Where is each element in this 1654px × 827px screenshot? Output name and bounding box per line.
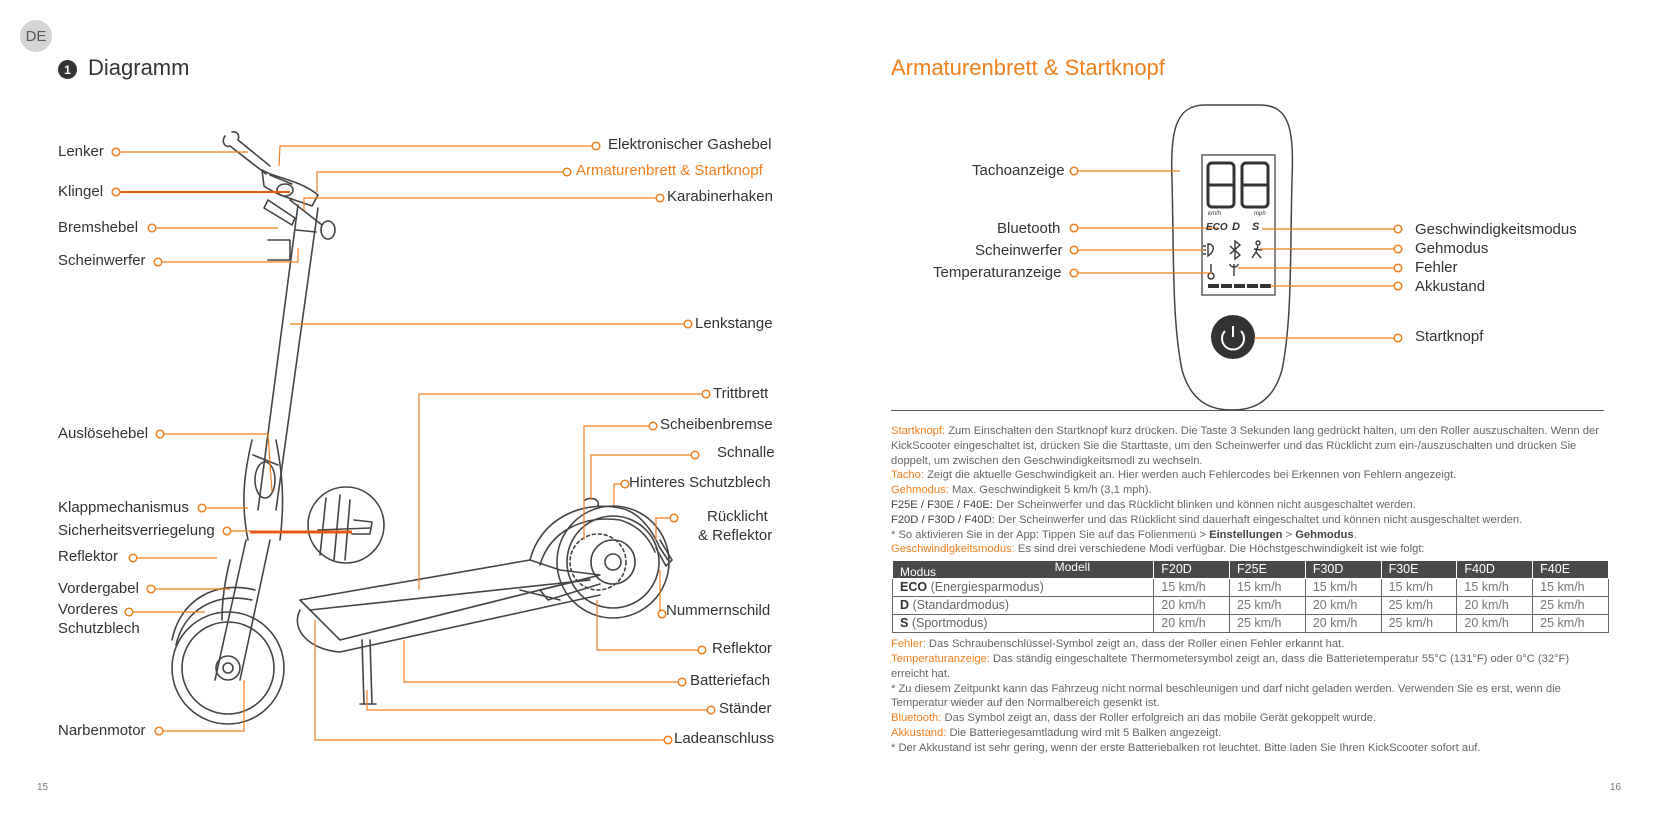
value-cell: 25 km/h xyxy=(1533,615,1609,633)
diagram-leader-lines xyxy=(116,146,709,740)
table-header-model: F30D xyxy=(1305,561,1381,579)
value-cell: 15 km/h xyxy=(1457,579,1533,597)
label-sicherheitsverriegelung: Sicherheitsverriegelung xyxy=(58,522,215,539)
label-temperaturanzeige: Temperaturanzeige xyxy=(933,264,1062,281)
label-geschwindigkeitsmodus: Geschwindigkeitsmodus xyxy=(1415,221,1577,238)
divider xyxy=(891,410,1604,411)
mode-eco: ECO xyxy=(1206,222,1228,233)
table-header-model: F30E xyxy=(1381,561,1457,579)
diagram-title: Diagramm xyxy=(88,55,190,80)
label-reflektor-front: Reflektor xyxy=(58,548,119,565)
label-batteriefach: Batteriefach xyxy=(690,672,771,689)
value-cell: 15 km/h xyxy=(1230,579,1306,597)
label-klappmechanismus: Klappmechanismus xyxy=(58,499,189,516)
label-nummernschild: Nummernschild xyxy=(666,602,771,619)
label-ruecklicht-line1: Rücklicht xyxy=(707,508,768,525)
label-lenker: Lenker xyxy=(58,143,104,160)
para-akkustand-note: * Der Akkustand ist sehr gering, wenn der erste Batteriebalken rot leuchtet. Bitte laden Sie Ihren KickScooter sofort auf. xyxy=(891,741,1481,754)
para-geschwindigkeitsmodus: Geschwindigkeitsmodus: Es sind drei verschiedene Modi verfügbar. Die Höchstgeschwindigkeit ist wie folgt: xyxy=(891,543,1425,556)
para-fehler: Fehler: Das Schraubenschlüssel-Symbol zeigt an, dass der Roller einen Fehler erkannt hat. xyxy=(891,638,1345,651)
value-cell: 15 km/h xyxy=(1533,579,1609,597)
speed-mode-table xyxy=(892,560,1609,633)
label-klingel: Klingel xyxy=(58,183,104,200)
language-badge: DE xyxy=(20,20,52,52)
label-narbenmotor: Narbenmotor xyxy=(58,722,146,739)
mode-cell: D (Standardmodus) xyxy=(893,597,1154,615)
label-fehler: Fehler xyxy=(1415,259,1458,276)
label-ausloesehebel: Auslösehebel xyxy=(58,425,149,442)
label-karabinerhaken: Karabinerhaken xyxy=(667,188,773,205)
label-vordergabel: Vordergabel xyxy=(58,580,139,597)
label-ladeanschluss: Ladeanschluss xyxy=(674,730,775,747)
value-cell: 20 km/h xyxy=(1154,597,1230,615)
value-cell: 20 km/h xyxy=(1305,615,1381,633)
label-tachoanzeige: Tachoanzeige xyxy=(972,162,1065,179)
label-bluetooth: Bluetooth xyxy=(997,220,1061,237)
label-gehmodus: Gehmodus xyxy=(1415,240,1489,257)
table-header-model: F40E xyxy=(1533,561,1609,579)
para-f20d: F20D / F30D / F40D: Der Scheinwerfer und das Rücklicht sind dauerhaft eingeschaltet und können nicht ausgeschaltet werden. xyxy=(891,513,1523,526)
value-cell: 20 km/h xyxy=(1457,615,1533,633)
value-cell: 15 km/h xyxy=(1154,579,1230,597)
para-startknopf: Startknopf: Zum Einschalten den Startknopf kurz drücken. Die Taste 3 Sekunden lang gedrückt halten, um den Roller auszuschalten. Wenn der KickScooter eingeschaltet ist, drücken Sie die Starttaste, um den Scheinwerfer und das Rücklicht zum ein-/auszuschalten und drücken Sie doppelt, um zwischen den Geschwindigkeitsmodi zu wechseln. xyxy=(891,425,1599,467)
value-cell: 20 km/h xyxy=(1457,597,1533,615)
value-cell: 15 km/h xyxy=(1305,579,1381,597)
table-header-modus: Modus Modell xyxy=(893,561,1154,579)
para-gehmodus: Gehmodus: Max. Geschwindigkeit 5 km/h (3,1 mph). xyxy=(891,484,1152,497)
table-header-model: F20D xyxy=(1154,561,1230,579)
mode-cell: ECO (Energiesparmodus) xyxy=(893,579,1154,597)
unit-kmh: km/h xyxy=(1208,211,1222,217)
label-trittbrett: Trittbrett xyxy=(713,385,769,402)
label-vorderes-schutzblech-line1: Vorderes xyxy=(58,601,119,618)
label-armaturenbrett: Armaturenbrett & Startknopf xyxy=(576,162,763,179)
label-gashebel: Elektronischer Gashebel xyxy=(608,136,772,153)
para-bluetooth: Bluetooth: Das Symbol zeigt an, dass der Roller erfolgreich an das mobile Gerät gekoppelt wurde. xyxy=(891,712,1377,725)
para-f25e: F25E / F30E / F40E: Der Scheinwerfer und das Rücklicht blinken und können nicht ausgeschaltet werden. xyxy=(891,498,1416,511)
mode-d: D xyxy=(1232,221,1240,233)
label-scheinwerfer-dash: Scheinwerfer xyxy=(975,242,1063,259)
para-temperatur-note: * Zu diesem Zeitpunkt kann das Fahrzeug nicht normal beschleunigen und darf nicht geladen werden. Verwenden Sie es erst, wenn die Temperatur wieder auf den Normalbereich gesenkt ist. xyxy=(891,682,1561,710)
para-app: * So aktivieren Sie in der App: Tippen Sie auf das Folienmenü > Einstellungen > Gehmodus. xyxy=(891,528,1357,541)
label-akkustand: Akkustand xyxy=(1415,278,1486,295)
label-staender: Ständer xyxy=(719,700,772,717)
label-hinteres-schutzblech: Hinteres Schutzblech xyxy=(629,474,771,491)
dashboard-title: Armaturenbrett & Startknopf xyxy=(891,55,1165,80)
label-reflektor-rear: Reflektor xyxy=(712,640,773,657)
dashboard-illustration xyxy=(1172,105,1293,410)
value-cell: 25 km/h xyxy=(1230,597,1306,615)
label-scheinwerfer: Scheinwerfer xyxy=(58,252,146,269)
table-row xyxy=(893,597,1609,615)
label-schnalle: Schnalle xyxy=(717,444,775,461)
mode-s: S xyxy=(1252,221,1260,233)
value-cell: 25 km/h xyxy=(1533,597,1609,615)
para-tacho: Tacho: Zeigt die aktuelle Geschwindigkeit an. Hier werden auch Fehlercodes bei Erkennen von Fehlern angezeigt. xyxy=(891,469,1457,482)
label-lenkstange: Lenkstange xyxy=(695,315,773,332)
para-temperatur: Temperaturanzeige: Das ständig eingeschaltete Thermometersymbol zeigt an, dass die Batterietemperatur 55°C (131°F) oder 0°C (32°F) erreicht hat. xyxy=(891,652,1570,680)
display-digits xyxy=(1209,162,1210,163)
para-akkustand: Akkustand: Die Batteriegesamtladung wird mit 5 Balken angezeigt. xyxy=(891,726,1222,739)
value-cell: 25 km/h xyxy=(1230,615,1306,633)
section-number-badge: 1 xyxy=(58,60,77,79)
table-row xyxy=(893,579,1609,597)
table-header-model: F40D xyxy=(1457,561,1533,579)
unit-mph: mph xyxy=(1254,211,1266,217)
label-vorderes-schutzblech-line2: Schutzblech xyxy=(58,620,140,637)
page-number-right: 16 xyxy=(1610,782,1622,793)
label-scheibenbremse: Scheibenbremse xyxy=(660,416,773,433)
label-ruecklicht-line2: & Reflektor xyxy=(698,527,773,544)
value-cell: 25 km/h xyxy=(1381,615,1457,633)
label-bremshebel: Bremshebel xyxy=(58,219,139,236)
value-cell: 15 km/h xyxy=(1381,579,1457,597)
table-header-model: F25E xyxy=(1230,561,1306,579)
explanation-text xyxy=(891,424,1601,756)
value-cell: 20 km/h xyxy=(1154,615,1230,633)
value-cell: 20 km/h xyxy=(1305,597,1381,615)
table-row xyxy=(893,615,1609,633)
page-number-left: 15 xyxy=(37,782,49,793)
diagram-leader-dots xyxy=(112,142,715,744)
label-startknopf: Startknopf xyxy=(1415,328,1484,345)
value-cell: 25 km/h xyxy=(1381,597,1457,615)
mode-cell: S (Sportmodus) xyxy=(893,615,1154,633)
